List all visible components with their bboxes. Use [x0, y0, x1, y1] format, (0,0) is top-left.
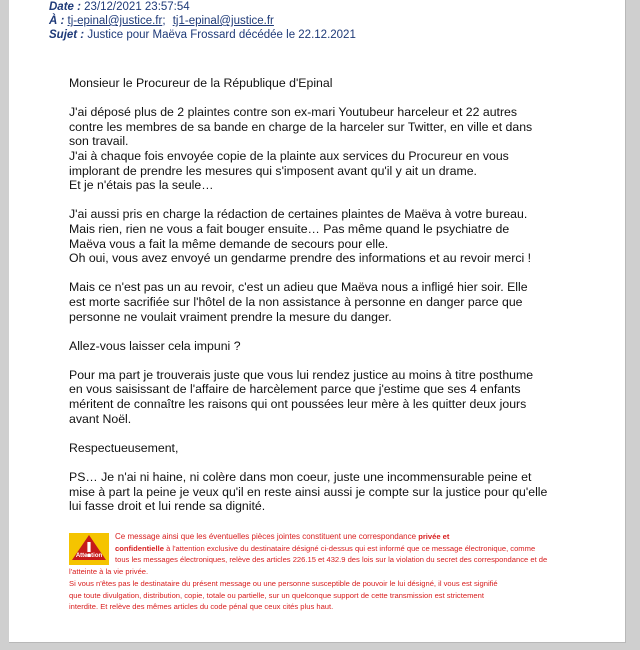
subject-label: Sujet :: [49, 29, 85, 41]
paragraph-line: J'ai à chaque fois envoyée copie de la plainte aux services du Procureur en vous: [69, 148, 509, 163]
to-row: [49, 14, 356, 28]
paragraph-line: avant Noël.: [69, 411, 132, 426]
disclaimer-line: interdite. Et relève des mêmes articles du code pénal que ceux cités plus haut.: [69, 602, 334, 612]
recipient-separator: ;: [162, 15, 166, 27]
disclaimer-line: Si vous n'êtes pas le destinataire du présent message ou une personne susceptible de pouvoir le lui désigné, il vous est signifié: [69, 578, 498, 588]
disclaimer-line: tous les messages électroniques, relève des articles 226.15 et 432.9 des lois sur la violation du secret des correspondance et de: [115, 555, 548, 565]
paragraph-line: en vous saisissant de l'affaire de harcèlement parce que j'estime que ses 4 enfants: [69, 382, 521, 397]
paragraph-line: Pour ma part je trouverais juste que vous lui rendez justice au moins à titre posthume: [69, 367, 534, 382]
warning-icon: [69, 533, 109, 565]
paragraph-line: personne ne voulait vraiment prendre la mesure du danger.: [69, 309, 392, 324]
question-line: Allez-vous laisser cela impuni ?: [69, 338, 241, 353]
warning-icon-label: Attention: [75, 553, 103, 560]
ps-line: mise à part la peine je veux qu'il en reste ainsi aussi je compte sur la justice pour qu'elle: [69, 484, 548, 499]
paragraph-line: Et je n'étais pas la seule…: [69, 178, 214, 193]
paragraph-line: Mais rien, rien ne vous a fait bouger ensuite… Pas même quand le psychiatre de: [69, 221, 510, 236]
paragraph-line: J'ai aussi pris en charge la rédaction de certaines plaintes de Maëva à votre bureau.: [69, 207, 528, 222]
email-body: [69, 76, 604, 514]
paragraph-line: méritent de connaître les raisons qui ont poussées leur mère à les quitter deux jours: [69, 397, 527, 412]
date-label: Date :: [49, 1, 81, 13]
disclaimer-line: Ce message ainsi que les éventuelles pièces jointes constituent une correspondance privée et: [115, 532, 450, 541]
paragraph-line: son travail.: [69, 134, 129, 149]
paragraph-line: Mais ce n'est pas un au revoir, c'est un adieu que Maëva nous a infligé hier soir. Elle: [69, 280, 528, 295]
disclaimer-line: l'atteinte à la vie privée.: [69, 567, 149, 577]
recipient-link-2[interactable]: tj1-epinal@justice.fr: [172, 15, 274, 27]
recipient-link-1[interactable]: tj-epinal@justice.fr: [67, 15, 163, 27]
confidentiality-disclaimer: [69, 531, 609, 613]
email-page: [9, 0, 626, 643]
to-label: À :: [49, 15, 65, 27]
date-row: [49, 0, 356, 14]
paragraph-line: est morte sacrifiée sur l'hôtel de la non assistance à personne en danger parce que: [69, 294, 523, 309]
salutation: Monsieur le Procureur de la République d'Epinal: [69, 76, 333, 90]
paragraph-line: Oh oui, vous avez envoyé un gendarme prendre des informations et au revoir merci !: [69, 251, 532, 266]
ps-line: PS… Je n'ai ni haine, ni colère dans mon coeur, juste une incommensurable peine et: [69, 470, 532, 485]
subject-value: Justice pour Maëva Frossard décédée le 22.12.2021: [87, 29, 356, 41]
paragraph-line: contre les membres de sa bande en charge de la harceler sur Twitter, en ville et dans: [69, 119, 533, 134]
disclaimer-line: que toute divulgation, distribution, copie, totale ou partielle, sur un quelconque support de cette transmission est strictement: [69, 590, 484, 600]
ps-line: lui fasse droit et lui rende sa dignité.: [69, 499, 266, 514]
paragraph-line: J'ai déposé plus de 2 plaintes contre son ex-mari Youtubeur harceleur et 22 autres: [69, 105, 518, 120]
subject-row: [49, 28, 356, 42]
paragraph-line: implorant de prendre les mesures qui s'imposent avant qu'il y ait un drame.: [69, 163, 477, 178]
paragraph-line: Maëva vous a fait la même demande de secours pour elle.: [69, 236, 389, 251]
closing: Respectueusement,: [69, 440, 179, 455]
disclaimer-line: confidentielle à l'attention exclusive du destinataire désigné ci-dessus qui est informé que ce message électronique, comme: [115, 543, 536, 553]
date-value: 23/12/2021 23:57:54: [84, 1, 190, 13]
email-header: [49, 0, 356, 42]
